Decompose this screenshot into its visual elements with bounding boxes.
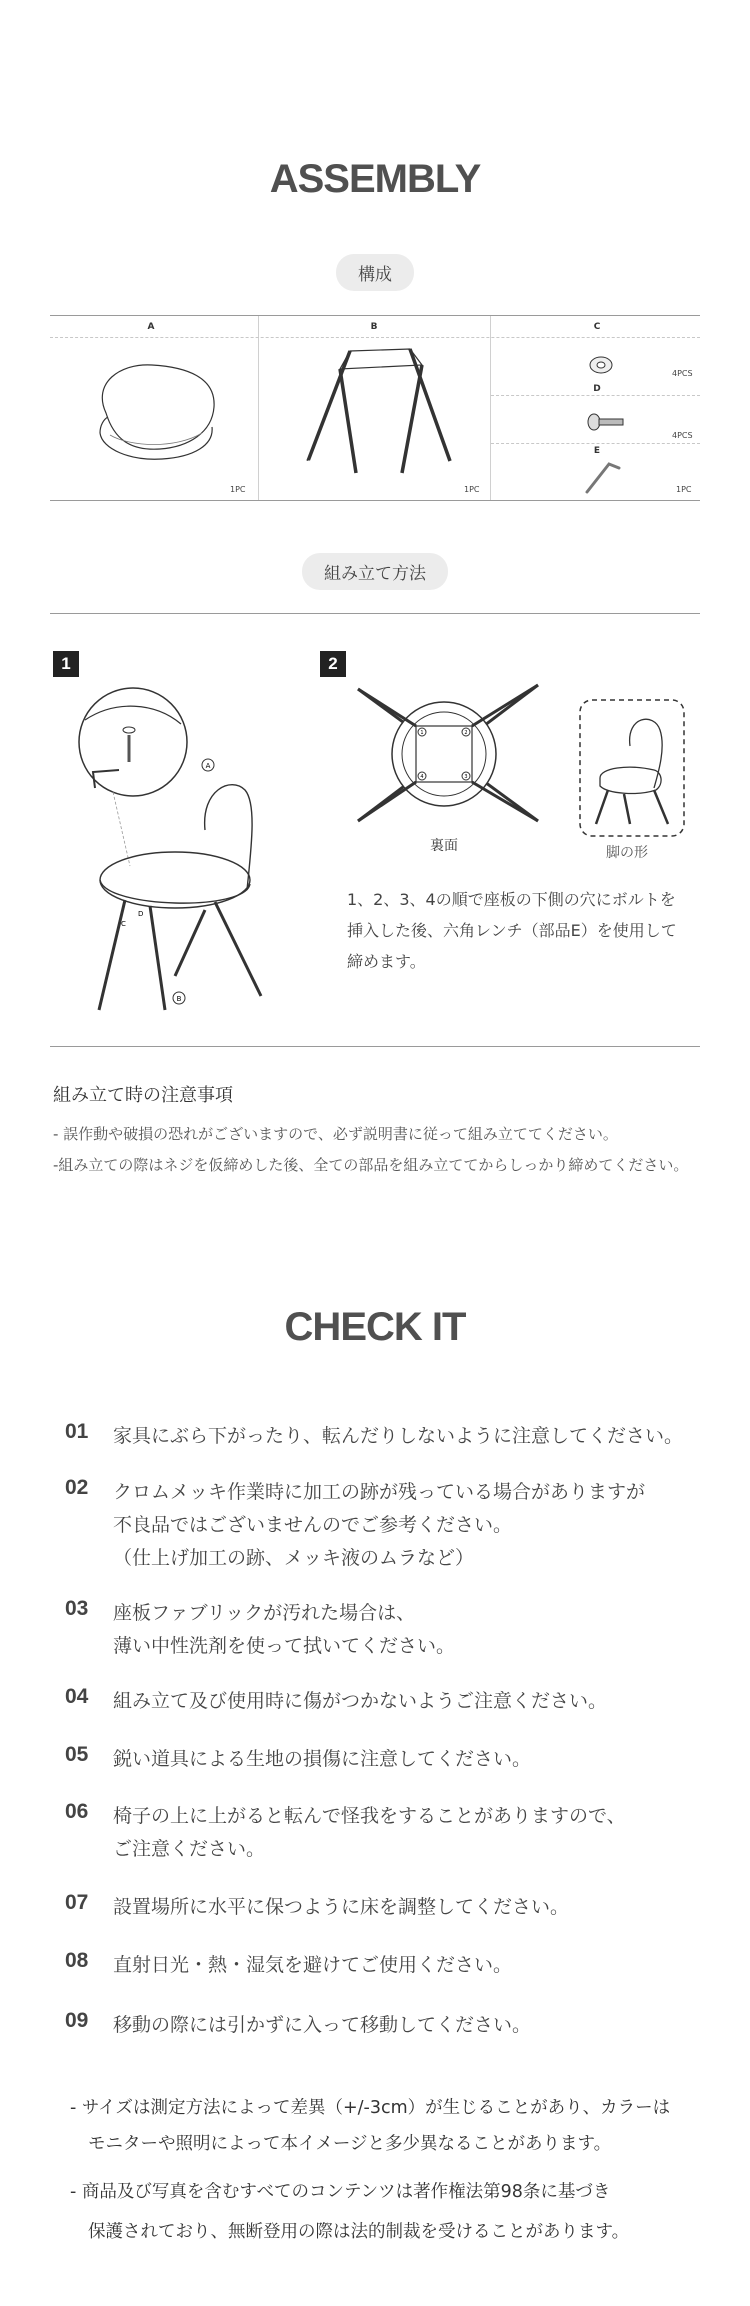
notes bbox=[70, 2090, 670, 2250]
check-item-text: 家具にぶら下がったり、転んだりしないように注意してください。 bbox=[113, 1425, 684, 1447]
check-item-text: 椅子の上に上がると転んで怪我をすることがありますので、 ご注意ください。 bbox=[113, 1805, 626, 1860]
check-item-number: 08 bbox=[65, 1949, 89, 1972]
check-item-number: 03 bbox=[65, 1597, 89, 1620]
divider bbox=[50, 500, 700, 501]
note-line: 保護されており、無断登用の際は法的制裁を受けることがあります。 bbox=[88, 2222, 630, 2242]
underside-label: 裏面 bbox=[430, 838, 458, 854]
part-e-letter: E bbox=[593, 446, 601, 456]
bolt-number-1: 1 bbox=[420, 730, 424, 736]
check-item-number: 09 bbox=[65, 2009, 89, 2032]
divider bbox=[491, 443, 700, 444]
washer-icon bbox=[588, 354, 614, 376]
divider bbox=[50, 613, 700, 614]
divider bbox=[491, 395, 700, 396]
check-item bbox=[65, 1685, 705, 1718]
check-item bbox=[65, 1420, 705, 1453]
check-item bbox=[65, 2009, 705, 2042]
marker-d: D bbox=[138, 910, 144, 918]
leg-frame-illustration bbox=[300, 345, 460, 480]
step-2-instruction-line: 挿入した後、六角レンチ（部品E）を使用して bbox=[347, 921, 677, 940]
check-item-number: 06 bbox=[65, 1800, 89, 1823]
underside-illustration bbox=[348, 675, 548, 825]
check-item bbox=[65, 1800, 705, 1866]
step-1-illustration bbox=[55, 680, 325, 1020]
divider bbox=[258, 316, 259, 500]
check-item-number: 01 bbox=[65, 1420, 89, 1443]
components-label: 構成 bbox=[336, 254, 414, 291]
bolt-number-4: 4 bbox=[420, 774, 424, 780]
check-item-text: 組み立て及び使用時に傷がつかないようご注意ください。 bbox=[113, 1690, 608, 1712]
note-line: - サイズは測定方法によって差異（+/-3cm）が生じることがあり、カラーは bbox=[70, 2098, 671, 2118]
step-2-badge: 2 bbox=[320, 651, 346, 677]
part-c-letter: C bbox=[593, 322, 601, 332]
check-item-text: 鋭い道具による生地の損傷に注意してください。 bbox=[113, 1748, 532, 1770]
caution-title: 組み立て時の注意事項 bbox=[53, 1085, 233, 1106]
check-item-text: 設置場所に水平に保つように床を調整してください。 bbox=[113, 1896, 570, 1918]
bolt-number-3: 3 bbox=[464, 774, 468, 780]
check-item-text: 移動の際には引かずに入って移動してください。 bbox=[113, 2014, 532, 2036]
divider bbox=[50, 1046, 700, 1047]
marker-c: C bbox=[121, 920, 126, 928]
marker-b: B bbox=[176, 995, 182, 1003]
check-item bbox=[65, 1891, 705, 1924]
check-item-number: 02 bbox=[65, 1476, 89, 1499]
check-item-text: クロムメッキ作業時に加工の跡が残っている場合がありますが 不良品ではございませんのでご参考ください。 （仕上げ加工の跡、メッキ液のムラなど） bbox=[113, 1481, 646, 1569]
step-2-instruction-line: 締めます。 bbox=[347, 952, 426, 971]
part-d-letter: D bbox=[593, 384, 601, 394]
leg-shape-illustration bbox=[578, 698, 686, 838]
check-item-number: 07 bbox=[65, 1891, 89, 1914]
check-item-text: 直射日光・熱・湿気を避けてご使用ください。 bbox=[113, 1954, 513, 1976]
note-line: - 商品及び写真を含むすべてのコンテンツは著作権法第98条に基づき bbox=[70, 2182, 611, 2202]
divider bbox=[490, 316, 491, 500]
part-b-letter: B bbox=[370, 322, 378, 332]
check-item-number: 05 bbox=[65, 1743, 89, 1766]
marker-a: A bbox=[205, 762, 211, 770]
step-1-badge: 1 bbox=[53, 651, 79, 677]
assembly-title: ASSEMBLY bbox=[269, 157, 481, 201]
part-b-qty: 1PC bbox=[464, 485, 480, 494]
caution-line: - 誤作動や破損の恐れがございますので、必ず説明書に従って組み立ててください。 bbox=[53, 1125, 618, 1143]
bolt-icon bbox=[586, 411, 626, 433]
check-item bbox=[65, 1476, 705, 1575]
check-item bbox=[65, 1949, 705, 1982]
step-2-instruction bbox=[347, 884, 677, 977]
check-title: CHECK IT bbox=[284, 1305, 466, 1349]
part-a-qty: 1PC bbox=[230, 485, 246, 494]
divider bbox=[50, 337, 700, 338]
check-item-text: 座板ファブリックが汚れた場合は、 薄い中性洗剤を使って拭いてください。 bbox=[113, 1602, 456, 1657]
part-d-qty: 4PCS bbox=[672, 431, 693, 440]
part-a-letter: A bbox=[147, 322, 155, 332]
check-item bbox=[65, 1597, 705, 1663]
check-item bbox=[65, 1743, 705, 1776]
step-2-instruction-line: 1、2、3、4の順で座板の下側の穴にボルトを bbox=[347, 890, 676, 909]
part-e-qty: 1PC bbox=[676, 485, 692, 494]
method-label: 組み立て方法 bbox=[302, 553, 448, 590]
bolt-number-2: 2 bbox=[464, 730, 468, 736]
hex-key-icon bbox=[585, 458, 625, 494]
leg-shape-label: 脚の形 bbox=[606, 845, 648, 861]
seat-shell-illustration bbox=[90, 355, 230, 470]
check-item-number: 04 bbox=[65, 1685, 89, 1708]
note-line: モニターや照明によって本イメージと多少異なることがあります。 bbox=[88, 2134, 612, 2154]
divider bbox=[50, 315, 700, 316]
caution-line: -組み立ての際はネジを仮締めした後、全ての部品を組み立ててからしっかり締めてください。 bbox=[53, 1156, 689, 1174]
part-c-qty: 4PCS bbox=[672, 369, 693, 378]
